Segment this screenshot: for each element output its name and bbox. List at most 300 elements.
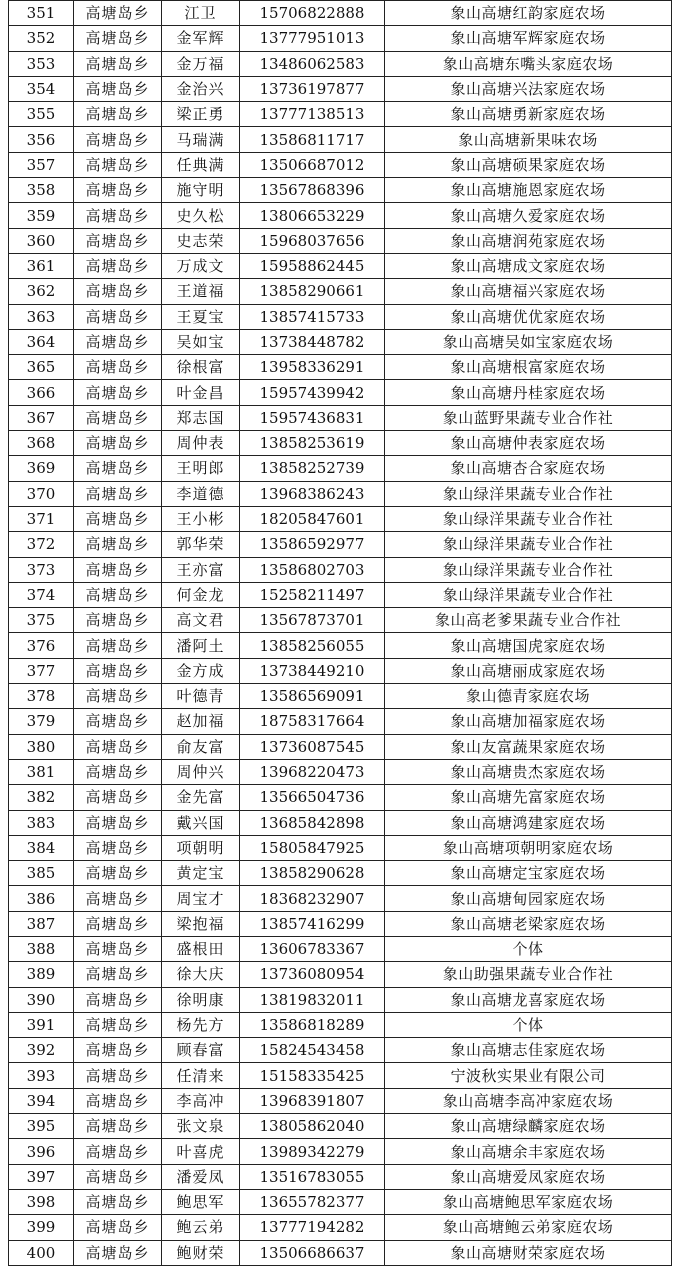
phone-number-cell: 13858252739	[240, 456, 385, 481]
person-name-cell: 施守明	[162, 178, 240, 203]
farm-name-cell: 象山高塘龙喜家庭农场	[385, 987, 672, 1012]
township-cell: 高塘岛乡	[74, 1139, 162, 1164]
farm-name-cell: 象山蓝野果蔬专业合作社	[385, 405, 672, 430]
row-number-cell: 400	[9, 1240, 74, 1265]
township-cell: 高塘岛乡	[74, 709, 162, 734]
table-row	[9, 835, 672, 860]
table-row	[9, 1139, 672, 1164]
row-number-cell: 362	[9, 279, 74, 304]
phone-number-cell: 13685842898	[240, 810, 385, 835]
row-number-cell: 370	[9, 481, 74, 506]
farm-name-cell: 象山绿洋果蔬专业合作社	[385, 532, 672, 557]
person-name-cell: 王亦富	[162, 557, 240, 582]
farm-name-cell: 象山绿洋果蔬专业合作社	[385, 506, 672, 531]
row-number-cell: 368	[9, 431, 74, 456]
township-cell: 高塘岛乡	[74, 835, 162, 860]
table-row	[9, 1164, 672, 1189]
township-cell: 高塘岛乡	[74, 329, 162, 354]
phone-number-cell: 15158335425	[240, 1063, 385, 1088]
farm-name-cell: 象山高塘老梁家庭农场	[385, 911, 672, 936]
farm-name-cell: 象山高塘优优家庭农场	[385, 304, 672, 329]
row-number-cell: 386	[9, 886, 74, 911]
table-row	[9, 228, 672, 253]
row-number-cell: 360	[9, 228, 74, 253]
person-name-cell: 王道福	[162, 279, 240, 304]
township-cell: 高塘岛乡	[74, 734, 162, 759]
farm-name-cell: 象山高塘硕果家庭农场	[385, 152, 672, 177]
row-number-cell: 389	[9, 962, 74, 987]
township-cell: 高塘岛乡	[74, 26, 162, 51]
farm-name-cell: 象山高塘丹桂家庭农场	[385, 380, 672, 405]
person-name-cell: 潘爱凤	[162, 1164, 240, 1189]
row-number-cell: 374	[9, 582, 74, 607]
township-cell: 高塘岛乡	[74, 1, 162, 26]
farm-name-cell: 象山德青家庭农场	[385, 684, 672, 709]
person-name-cell: 江卫	[162, 1, 240, 26]
farm-registry-table	[8, 0, 672, 1266]
township-cell: 高塘岛乡	[74, 1164, 162, 1189]
phone-number-cell: 13606783367	[240, 936, 385, 961]
phone-number-cell: 15258211497	[240, 582, 385, 607]
table-row	[9, 102, 672, 127]
person-name-cell: 王夏宝	[162, 304, 240, 329]
row-number-cell: 393	[9, 1063, 74, 1088]
phone-number-cell: 13777194282	[240, 1215, 385, 1240]
person-name-cell: 金方成	[162, 658, 240, 683]
table-row	[9, 1088, 672, 1113]
row-number-cell: 364	[9, 329, 74, 354]
phone-number-cell: 13586592977	[240, 532, 385, 557]
person-name-cell: 任清来	[162, 1063, 240, 1088]
farm-name-cell: 象山高塘根富家庭农场	[385, 355, 672, 380]
township-cell: 高塘岛乡	[74, 127, 162, 152]
person-name-cell: 金治兴	[162, 76, 240, 101]
township-cell: 高塘岛乡	[74, 1189, 162, 1214]
row-number-cell: 385	[9, 861, 74, 886]
row-number-cell: 358	[9, 178, 74, 203]
row-number-cell: 367	[9, 405, 74, 430]
farm-name-cell: 象山高塘项朝明家庭农场	[385, 835, 672, 860]
phone-number-cell: 13777138513	[240, 102, 385, 127]
farm-name-cell: 象山高塘润苑家庭农场	[385, 228, 672, 253]
table-row	[9, 1240, 672, 1265]
row-number-cell: 390	[9, 987, 74, 1012]
person-name-cell: 任典满	[162, 152, 240, 177]
person-name-cell: 项朝明	[162, 835, 240, 860]
person-name-cell: 叶德青	[162, 684, 240, 709]
township-cell: 高塘岛乡	[74, 304, 162, 329]
table-row	[9, 709, 672, 734]
farm-name-cell: 象山高塘财荣家庭农场	[385, 1240, 672, 1265]
township-cell: 高塘岛乡	[74, 1215, 162, 1240]
person-name-cell: 马瑞满	[162, 127, 240, 152]
farm-name-cell: 象山绿洋果蔬专业合作社	[385, 557, 672, 582]
farm-name-cell: 象山绿洋果蔬专业合作社	[385, 582, 672, 607]
township-cell: 高塘岛乡	[74, 886, 162, 911]
person-name-cell: 吴如宝	[162, 329, 240, 354]
table-row	[9, 911, 672, 936]
table-row	[9, 431, 672, 456]
table-row	[9, 936, 672, 961]
phone-number-cell: 15706822888	[240, 1, 385, 26]
table-row	[9, 1012, 672, 1037]
phone-number-cell: 13736080954	[240, 962, 385, 987]
row-number-cell: 391	[9, 1012, 74, 1037]
township-cell: 高塘岛乡	[74, 152, 162, 177]
township-cell: 高塘岛乡	[74, 658, 162, 683]
row-number-cell: 357	[9, 152, 74, 177]
table-row	[9, 456, 672, 481]
person-name-cell: 金军辉	[162, 26, 240, 51]
farm-name-cell: 象山高塘丽成家庭农场	[385, 658, 672, 683]
township-cell: 高塘岛乡	[74, 962, 162, 987]
table-row	[9, 127, 672, 152]
table-row	[9, 734, 672, 759]
township-cell: 高塘岛乡	[74, 1240, 162, 1265]
phone-number-cell: 13958336291	[240, 355, 385, 380]
farm-name-cell: 宁波秋实果业有限公司	[385, 1063, 672, 1088]
table-row	[9, 886, 672, 911]
township-cell: 高塘岛乡	[74, 51, 162, 76]
phone-number-cell: 13516783055	[240, 1164, 385, 1189]
person-name-cell: 史志荣	[162, 228, 240, 253]
farm-name-cell: 象山友富蔬果家庭农场	[385, 734, 672, 759]
row-number-cell: 372	[9, 532, 74, 557]
table-row	[9, 810, 672, 835]
township-cell: 高塘岛乡	[74, 178, 162, 203]
phone-number-cell: 13738449210	[240, 658, 385, 683]
phone-number-cell: 13806653229	[240, 203, 385, 228]
table-row	[9, 1063, 672, 1088]
table-row	[9, 1038, 672, 1063]
table-row	[9, 1114, 672, 1139]
table-row	[9, 1, 672, 26]
phone-number-cell: 13486062583	[240, 51, 385, 76]
township-cell: 高塘岛乡	[74, 582, 162, 607]
phone-number-cell: 13506686637	[240, 1240, 385, 1265]
phone-number-cell: 13858290628	[240, 861, 385, 886]
row-number-cell: 379	[9, 709, 74, 734]
person-name-cell: 盛根田	[162, 936, 240, 961]
phone-number-cell: 18758317664	[240, 709, 385, 734]
farm-name-cell: 象山高塘新果味农场	[385, 127, 672, 152]
table-row	[9, 178, 672, 203]
farm-name-cell: 象山高塘仲表家庭农场	[385, 431, 672, 456]
phone-number-cell: 13858256055	[240, 633, 385, 658]
row-number-cell: 388	[9, 936, 74, 961]
township-cell: 高塘岛乡	[74, 228, 162, 253]
phone-number-cell: 13655782377	[240, 1189, 385, 1214]
table-row	[9, 51, 672, 76]
phone-number-cell: 13968386243	[240, 481, 385, 506]
row-number-cell: 353	[9, 51, 74, 76]
township-cell: 高塘岛乡	[74, 532, 162, 557]
row-number-cell: 383	[9, 810, 74, 835]
row-number-cell: 356	[9, 127, 74, 152]
row-number-cell: 371	[9, 506, 74, 531]
person-name-cell: 鲍财荣	[162, 1240, 240, 1265]
township-cell: 高塘岛乡	[74, 431, 162, 456]
row-number-cell: 380	[9, 734, 74, 759]
row-number-cell: 394	[9, 1088, 74, 1113]
phone-number-cell: 18205847601	[240, 506, 385, 531]
phone-number-cell: 13567868396	[240, 178, 385, 203]
table-row	[9, 987, 672, 1012]
township-cell: 高塘岛乡	[74, 1063, 162, 1088]
row-number-cell: 387	[9, 911, 74, 936]
phone-number-cell: 13857416299	[240, 911, 385, 936]
table-row	[9, 481, 672, 506]
person-name-cell: 周宝才	[162, 886, 240, 911]
table-row	[9, 380, 672, 405]
farm-name-cell: 象山高塘甸园家庭农场	[385, 886, 672, 911]
farm-name-cell: 个体	[385, 1012, 672, 1037]
farm-name-cell: 象山绿洋果蔬专业合作社	[385, 481, 672, 506]
person-name-cell: 郭华荣	[162, 532, 240, 557]
township-cell: 高塘岛乡	[74, 203, 162, 228]
row-number-cell: 373	[9, 557, 74, 582]
row-number-cell: 375	[9, 608, 74, 633]
township-cell: 高塘岛乡	[74, 1012, 162, 1037]
phone-number-cell: 13968220473	[240, 759, 385, 784]
farm-name-cell: 象山助强果蔬专业合作社	[385, 962, 672, 987]
person-name-cell: 金万福	[162, 51, 240, 76]
phone-number-cell: 15957439942	[240, 380, 385, 405]
person-name-cell: 鲍思军	[162, 1189, 240, 1214]
table-row	[9, 152, 672, 177]
person-name-cell: 黄定宝	[162, 861, 240, 886]
township-cell: 高塘岛乡	[74, 557, 162, 582]
farm-name-cell: 象山高塘余丰家庭农场	[385, 1139, 672, 1164]
table-row	[9, 684, 672, 709]
farm-name-cell: 象山高塘鲍云弟家庭农场	[385, 1215, 672, 1240]
phone-number-cell: 13858253619	[240, 431, 385, 456]
person-name-cell: 李高冲	[162, 1088, 240, 1113]
person-name-cell: 张文泉	[162, 1114, 240, 1139]
table-row	[9, 329, 672, 354]
person-name-cell: 何金龙	[162, 582, 240, 607]
township-cell: 高塘岛乡	[74, 1114, 162, 1139]
farm-name-cell: 象山高塘成文家庭农场	[385, 253, 672, 278]
row-number-cell: 384	[9, 835, 74, 860]
phone-number-cell: 15968037656	[240, 228, 385, 253]
farm-name-cell: 象山高塘东嘴头家庭农场	[385, 51, 672, 76]
person-name-cell: 赵加福	[162, 709, 240, 734]
row-number-cell: 354	[9, 76, 74, 101]
person-name-cell: 郑志国	[162, 405, 240, 430]
township-cell: 高塘岛乡	[74, 608, 162, 633]
table-row	[9, 582, 672, 607]
row-number-cell: 359	[9, 203, 74, 228]
farm-name-cell: 象山高塘绿麟家庭农场	[385, 1114, 672, 1139]
phone-number-cell: 18368232907	[240, 886, 385, 911]
table-row	[9, 633, 672, 658]
farm-name-cell: 象山高塘爱凤家庭农场	[385, 1164, 672, 1189]
row-number-cell: 398	[9, 1189, 74, 1214]
person-name-cell: 俞友富	[162, 734, 240, 759]
table-row	[9, 26, 672, 51]
person-name-cell: 金先富	[162, 785, 240, 810]
township-cell: 高塘岛乡	[74, 253, 162, 278]
phone-number-cell: 13586811717	[240, 127, 385, 152]
township-cell: 高塘岛乡	[74, 987, 162, 1012]
row-number-cell: 378	[9, 684, 74, 709]
phone-number-cell: 13586569091	[240, 684, 385, 709]
table-row	[9, 557, 672, 582]
person-name-cell: 戴兴国	[162, 810, 240, 835]
table-row	[9, 532, 672, 557]
row-number-cell: 399	[9, 1215, 74, 1240]
township-cell: 高塘岛乡	[74, 1038, 162, 1063]
row-number-cell: 361	[9, 253, 74, 278]
person-name-cell: 李道德	[162, 481, 240, 506]
farm-name-cell: 象山高塘鲍思军家庭农场	[385, 1189, 672, 1214]
person-name-cell: 杨先方	[162, 1012, 240, 1037]
phone-number-cell: 15805847925	[240, 835, 385, 860]
township-cell: 高塘岛乡	[74, 380, 162, 405]
table-row	[9, 203, 672, 228]
phone-number-cell: 13736197877	[240, 76, 385, 101]
phone-number-cell: 13989342279	[240, 1139, 385, 1164]
table-row	[9, 1189, 672, 1214]
person-name-cell: 万成文	[162, 253, 240, 278]
township-cell: 高塘岛乡	[74, 506, 162, 531]
person-name-cell: 叶喜虎	[162, 1139, 240, 1164]
person-name-cell: 潘阿土	[162, 633, 240, 658]
person-name-cell: 梁抱福	[162, 911, 240, 936]
row-number-cell: 381	[9, 759, 74, 784]
farm-name-cell: 象山高塘施恩家庭农场	[385, 178, 672, 203]
township-cell: 高塘岛乡	[74, 785, 162, 810]
phone-number-cell: 13738448782	[240, 329, 385, 354]
township-cell: 高塘岛乡	[74, 76, 162, 101]
phone-number-cell: 13777951013	[240, 26, 385, 51]
person-name-cell: 王小彬	[162, 506, 240, 531]
person-name-cell: 鲍云弟	[162, 1215, 240, 1240]
row-number-cell: 397	[9, 1164, 74, 1189]
phone-number-cell: 13857415733	[240, 304, 385, 329]
table-row	[9, 506, 672, 531]
table-row	[9, 759, 672, 784]
person-name-cell: 周仲表	[162, 431, 240, 456]
row-number-cell: 377	[9, 658, 74, 683]
farm-name-cell: 象山高塘杏合家庭农场	[385, 456, 672, 481]
farm-name-cell: 象山高塘兴法家庭农场	[385, 76, 672, 101]
row-number-cell: 395	[9, 1114, 74, 1139]
row-number-cell: 376	[9, 633, 74, 658]
farm-name-cell: 象山高老爹果蔬专业合作社	[385, 608, 672, 633]
person-name-cell: 徐大庆	[162, 962, 240, 987]
table-row	[9, 658, 672, 683]
farm-name-cell: 象山高塘吴如宝家庭农场	[385, 329, 672, 354]
farm-name-cell: 象山高塘国虎家庭农场	[385, 633, 672, 658]
township-cell: 高塘岛乡	[74, 481, 162, 506]
table-row	[9, 1215, 672, 1240]
farm-name-cell: 象山高塘勇新家庭农场	[385, 102, 672, 127]
phone-number-cell: 13586802703	[240, 557, 385, 582]
farm-name-cell: 象山高塘红韵家庭农场	[385, 1, 672, 26]
farm-name-cell: 象山高塘久爱家庭农场	[385, 203, 672, 228]
row-number-cell: 355	[9, 102, 74, 127]
person-name-cell: 顾春富	[162, 1038, 240, 1063]
phone-number-cell: 13586818289	[240, 1012, 385, 1037]
person-name-cell: 周仲兴	[162, 759, 240, 784]
township-cell: 高塘岛乡	[74, 633, 162, 658]
row-number-cell: 365	[9, 355, 74, 380]
person-name-cell: 叶金昌	[162, 380, 240, 405]
phone-number-cell: 15824543458	[240, 1038, 385, 1063]
farm-name-cell: 个体	[385, 936, 672, 961]
township-cell: 高塘岛乡	[74, 456, 162, 481]
phone-number-cell: 15958862445	[240, 253, 385, 278]
farm-name-cell: 象山高塘定宝家庭农场	[385, 861, 672, 886]
person-name-cell: 史久松	[162, 203, 240, 228]
township-cell: 高塘岛乡	[74, 279, 162, 304]
table-row	[9, 962, 672, 987]
phone-number-cell: 15957436831	[240, 405, 385, 430]
person-name-cell: 徐明康	[162, 987, 240, 1012]
township-cell: 高塘岛乡	[74, 102, 162, 127]
table-row	[9, 608, 672, 633]
farm-name-cell: 象山高塘志佳家庭农场	[385, 1038, 672, 1063]
farm-name-cell: 象山高塘军辉家庭农场	[385, 26, 672, 51]
township-cell: 高塘岛乡	[74, 911, 162, 936]
farm-name-cell: 象山高塘李高冲家庭农场	[385, 1088, 672, 1113]
phone-number-cell: 13968391807	[240, 1088, 385, 1113]
table-row	[9, 76, 672, 101]
farm-name-cell: 象山高塘贵杰家庭农场	[385, 759, 672, 784]
township-cell: 高塘岛乡	[74, 405, 162, 430]
person-name-cell: 徐根富	[162, 355, 240, 380]
farm-name-cell: 象山高塘先富家庭农场	[385, 785, 672, 810]
township-cell: 高塘岛乡	[74, 684, 162, 709]
phone-number-cell: 13805862040	[240, 1114, 385, 1139]
table-row	[9, 405, 672, 430]
row-number-cell: 363	[9, 304, 74, 329]
table-body	[9, 1, 672, 1266]
township-cell: 高塘岛乡	[74, 1088, 162, 1113]
township-cell: 高塘岛乡	[74, 810, 162, 835]
person-name-cell: 王明郎	[162, 456, 240, 481]
phone-number-cell: 13736087545	[240, 734, 385, 759]
township-cell: 高塘岛乡	[74, 759, 162, 784]
phone-number-cell: 13566504736	[240, 785, 385, 810]
township-cell: 高塘岛乡	[74, 861, 162, 886]
table-row	[9, 253, 672, 278]
phone-number-cell: 13819832011	[240, 987, 385, 1012]
phone-number-cell: 13506687012	[240, 152, 385, 177]
row-number-cell: 366	[9, 380, 74, 405]
township-cell: 高塘岛乡	[74, 355, 162, 380]
row-number-cell: 396	[9, 1139, 74, 1164]
phone-number-cell: 13567873701	[240, 608, 385, 633]
row-number-cell: 369	[9, 456, 74, 481]
farm-name-cell: 象山高塘鸿建家庭农场	[385, 810, 672, 835]
table-row	[9, 861, 672, 886]
person-name-cell: 高文君	[162, 608, 240, 633]
table-row	[9, 279, 672, 304]
row-number-cell: 392	[9, 1038, 74, 1063]
farm-name-cell: 象山高塘加福家庭农场	[385, 709, 672, 734]
table-row	[9, 355, 672, 380]
row-number-cell: 382	[9, 785, 74, 810]
phone-number-cell: 13858290661	[240, 279, 385, 304]
farm-name-cell: 象山高塘福兴家庭农场	[385, 279, 672, 304]
township-cell: 高塘岛乡	[74, 936, 162, 961]
table-row	[9, 785, 672, 810]
person-name-cell: 梁正勇	[162, 102, 240, 127]
table-row	[9, 304, 672, 329]
